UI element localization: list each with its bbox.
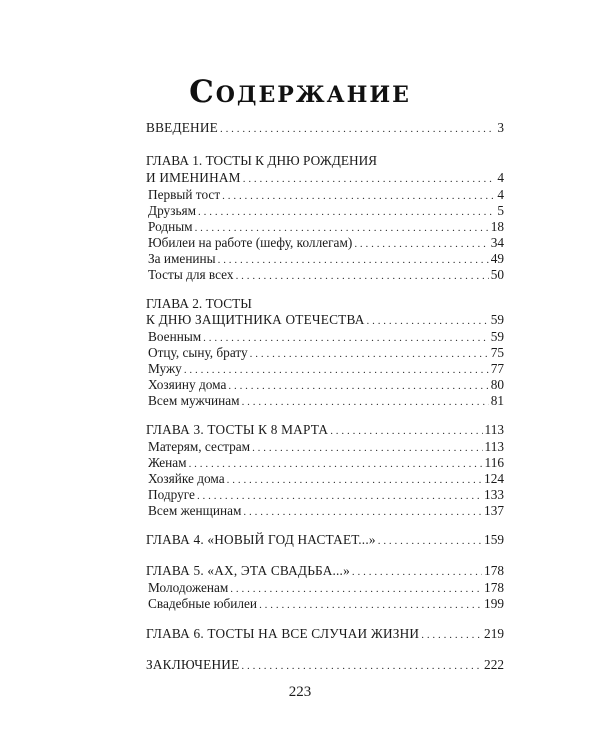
toc-entry-page: 219 [484,626,504,641]
toc-entry-label: Женам [148,455,187,470]
toc-entry-page: 49 [490,251,504,266]
toc-entry-label: Матерям, сестрам [148,439,251,454]
toc-entry-page: 178 [484,580,504,595]
toc-entry-page: 75 [490,345,504,360]
toc-entry-label: ГЛАВА 5. «АХ, ЭТА СВАДЬБА...» [146,563,350,578]
toc-entry-page: 222 [484,657,504,672]
toc-entry-label: Мужу [148,361,182,376]
leader-dots [421,625,482,645]
toc-subentry [148,501,504,521]
toc-entry-label: ЗАКЛЮЧЕНИЕ [146,657,240,672]
toc-entry-page: 4 [497,187,504,202]
page-number: 223 [288,684,312,700]
toc-entry-page: 178 [484,563,504,578]
leader-dots [243,502,482,522]
toc-entry-page: 199 [484,596,504,611]
toc-subentry [148,391,504,411]
toc-entry-page: 50 [490,267,504,282]
toc-entry-label: Всем женщинам [148,503,242,518]
toc-entry-page: 34 [490,235,504,250]
toc-entry-label: Первый тост [148,187,221,202]
toc-entry-page: 5 [497,203,504,218]
chapter-2-title-line: ГЛАВА 2. ТОСТЫ [146,296,252,311]
toc-entry-page: 77 [490,361,504,376]
toc-entry-label: ГЛАВА 3. ТОСТЫ К 8 МАРТА [146,422,329,437]
toc-entry-outro [146,655,504,675]
toc-entry-label: Тосты для всех [148,267,234,282]
toc-entry-chapter-4 [146,530,504,550]
leader-dots [242,392,489,412]
toc-entry-page: 113 [484,439,504,454]
toc-entry-page: 59 [490,312,504,327]
toc-entry-page: 159 [484,532,504,547]
toc-entry-page: 137 [484,503,504,518]
toc-entry-label: Отцу, сыну, брату [148,345,248,360]
toc-entry-page: 3 [497,120,504,135]
leader-dots [259,595,482,615]
toc-entry-page: 124 [484,471,504,486]
toc-entry-label: Молодоженам [148,580,229,595]
leader-dots [236,266,489,286]
toc-entry-page: 80 [490,377,504,392]
leader-dots [378,531,482,551]
toc-entry-label: Свадебные юбилеи [148,596,258,611]
toc-entry-label: Родным [148,219,193,234]
toc-entry-page: 133 [484,487,504,502]
toc-entry-label: ГЛАВА 4. «НОВЫЙ ГОД НАСТАЕТ...» [146,532,376,547]
toc-entry-page: 113 [484,422,504,437]
toc-entry-page: 59 [490,329,504,344]
toc-entry-label: За именины [148,251,216,266]
toc-entry-intro [146,118,504,138]
toc-entry-label: Хозяину дома [148,377,227,392]
toc-entry-page: 4 [497,170,504,185]
toc-entry-page: 81 [490,393,504,408]
toc-entry-label: Юбилеи на работе (шефу, коллегам) [148,235,353,250]
toc-subentry [148,594,504,614]
toc-entry-label: Подруге [148,487,195,502]
toc-entry-label: И ИМЕНИНАМ [146,170,241,185]
toc-entry-label: К ДНЮ ЗАЩИТНИКА ОТЕЧЕСТВА [146,312,365,327]
leader-dots [220,119,495,139]
toc-entry-label: Друзьям [148,203,197,218]
toc-entry-label: Хозяйке дома [148,471,225,486]
toc-subentry [148,265,504,285]
toc-entry-label: Всем мужчинам [148,393,240,408]
toc-entry-label: ВВЕДЕНИЕ [146,120,218,135]
toc-entry-page: 116 [484,455,504,470]
toc-entry-label: ГЛАВА 6. ТОСТЫ НА ВСЕ СЛУЧАИ ЖИЗНИ [146,626,420,641]
toc-entry-label: Военным [148,329,202,344]
leader-dots [241,656,482,676]
chapter-1-title-line: ГЛАВА 1. ТОСТЫ К ДНЮ РОЖДЕНИЯ [146,153,378,168]
toc-entry-chapter-6 [146,624,504,644]
toc-title: Содержание [189,74,411,110]
toc-entry-page: 18 [490,219,504,234]
